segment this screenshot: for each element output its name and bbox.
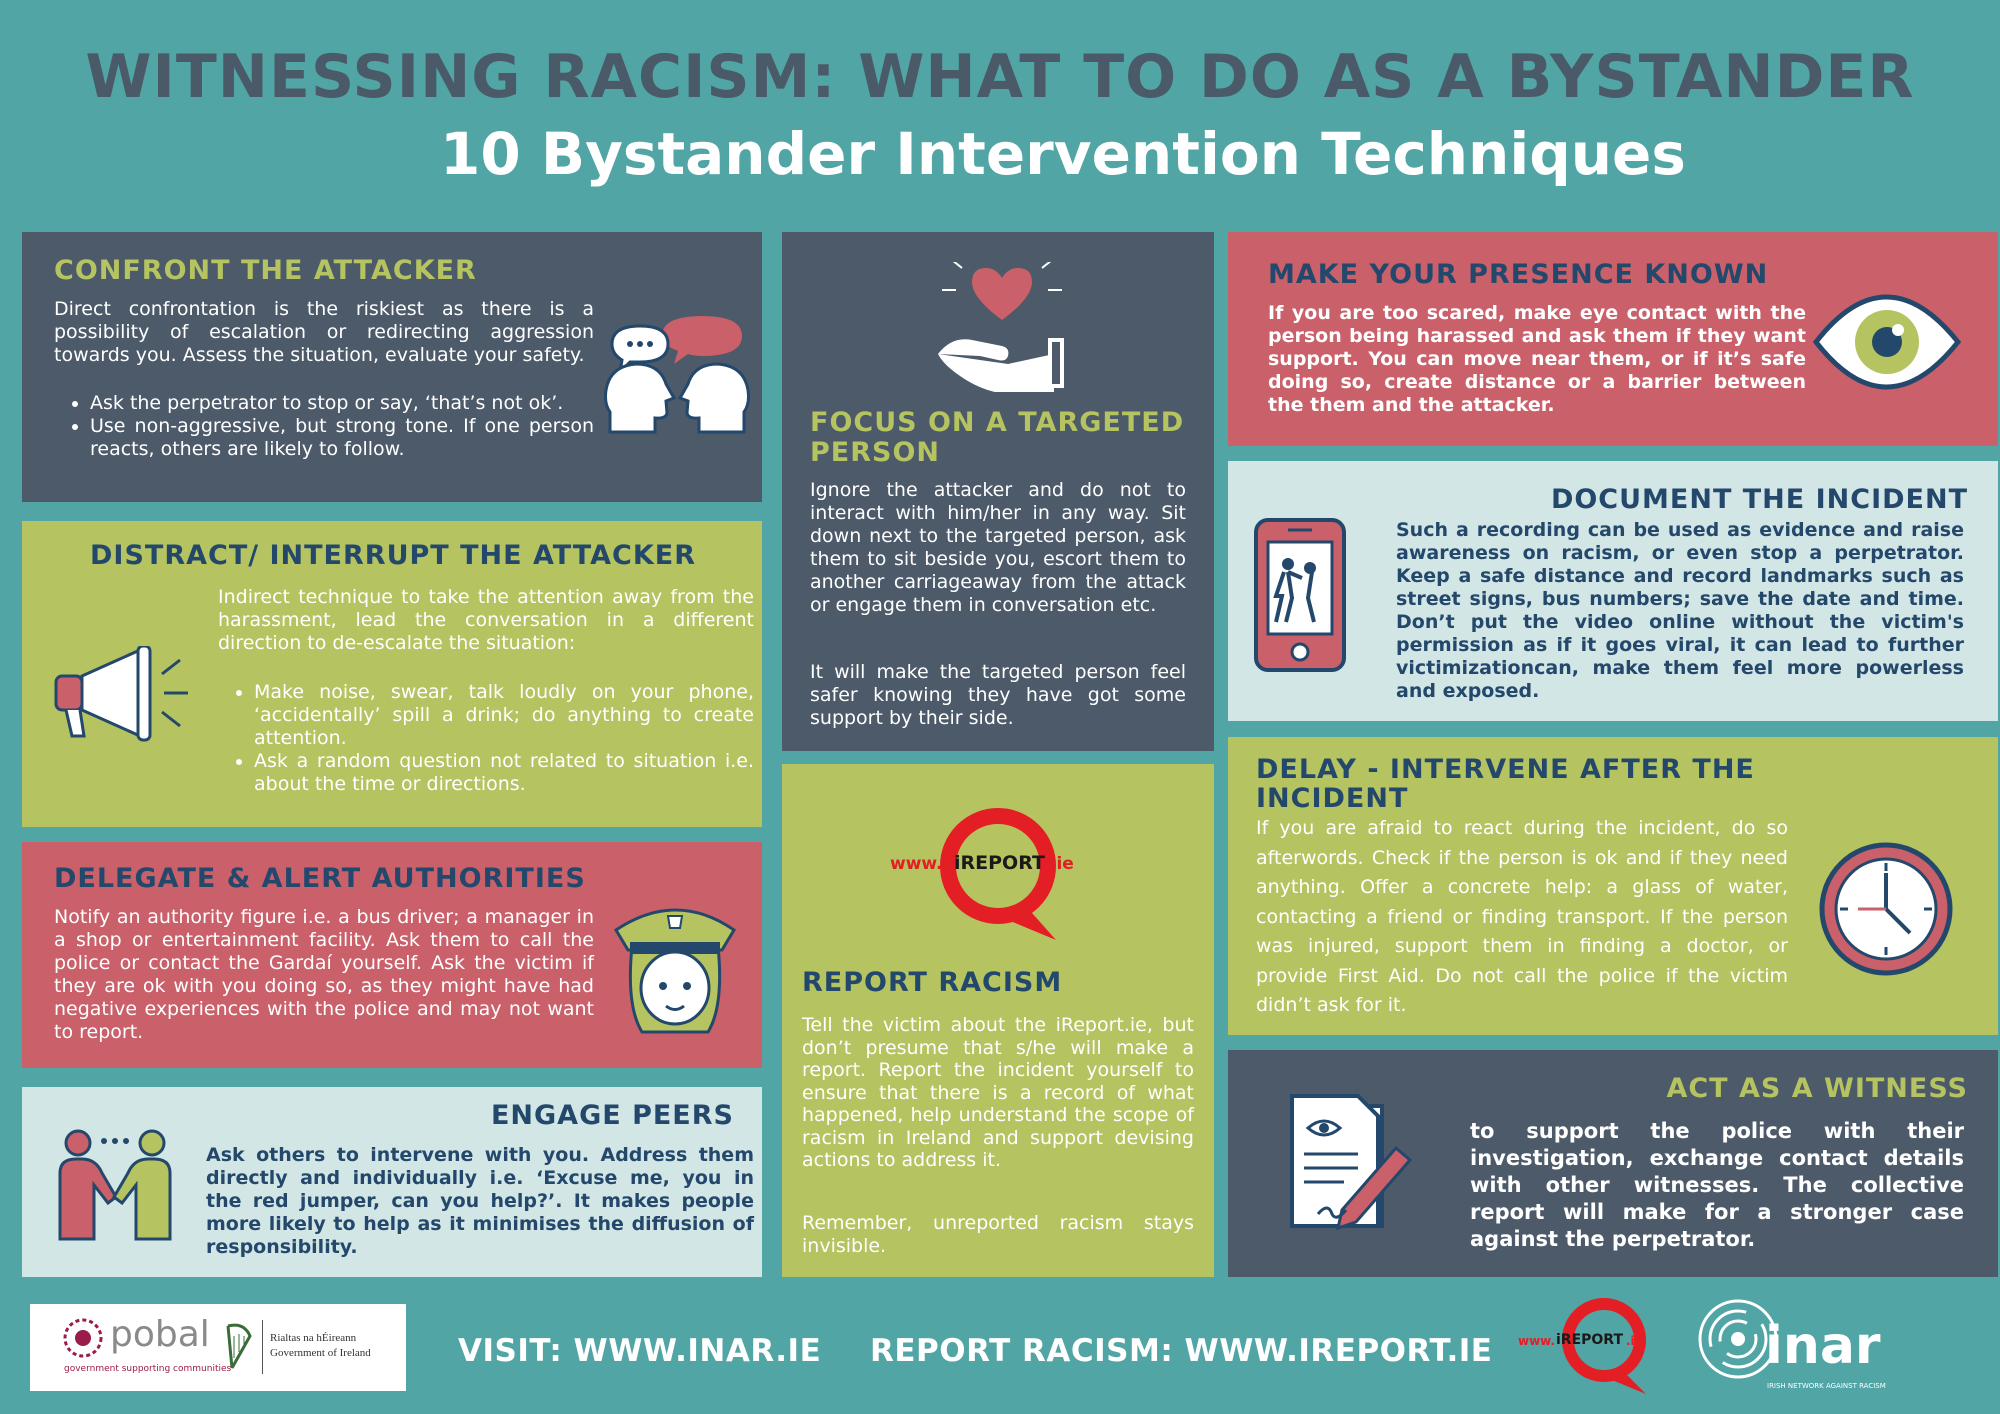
report-body-2: Remember, unreported racism stays invisible. [802, 1212, 1194, 1257]
confront-bullet: • Ask the perpetrator to stop or say, ‘that’s not ok’. [90, 392, 594, 415]
inar-logo [1695, 1296, 1895, 1396]
report-heading: REPORT RACISM [802, 967, 1063, 998]
page-subtitle: 10 Bystander Intervention Techniques [440, 120, 1686, 188]
heart-in-hand-icon [932, 262, 1072, 392]
confront-body: Direct confrontation is the riskiest as there is a possibility of escalation or redirecting aggression towards you. Assess the situation, evaluate your safety. [54, 298, 594, 366]
delay-heading: DELAY - INTERVENE AFTER THE INCIDENT [1256, 754, 1755, 814]
visit-inar-link[interactable]: VISIT: WWW.INAR.IE [458, 1333, 822, 1369]
peers-heading: ENGAGE PEERS [490, 1100, 734, 1131]
witness-body: to support the police with their investigation, exchange contact details with other witnesses. The collective report will make for a stronger case against the perpetrator. [1470, 1119, 1964, 1251]
delay-body: If you are afraid to react during the incident, do so afterwords. Check if the person is ok and if they need anything. Offer a concrete help: a glass of water, contacting a friend or finding transport. If the person was injured, support them in finding a doctor, or provide First Aid. Do not call the police if the victim didn’t ask for it. [1256, 817, 1788, 1016]
card-distract [22, 521, 762, 827]
pobal-logo-icon [60, 1318, 106, 1358]
ireport-logo [890, 804, 1110, 944]
inar-name: inar [1765, 1316, 1881, 1376]
two-heads-talking-icon [602, 314, 752, 434]
megaphone-icon [52, 646, 202, 746]
peers-body: Ask others to intervene with you. Address them directly and individually i.e. ‘Excuse me, you in the red jumper, can you help?’. It makes people more likely to help as it minimises the diffusion of responsibility. [206, 1144, 754, 1258]
pobal-tagline: government supporting communities [64, 1364, 232, 1374]
card-report [782, 764, 1214, 1277]
eye-icon [1812, 292, 1962, 392]
card-presence [1228, 232, 1998, 446]
partner-logos-panel [30, 1304, 406, 1391]
report-racism-link[interactable]: REPORT RACISM: WWW.IREPORT.IE [870, 1333, 1493, 1369]
card-focus [782, 232, 1214, 751]
confront-bullet: • Use non-aggressive, but strong tone. If one person reacts, others are likely to follow. [90, 415, 594, 461]
ireport-speech-ring-icon [932, 804, 1072, 944]
gov-english-name: Government of Ireland [270, 1347, 371, 1359]
gov-irish-name: Rialtas na hÉireann [270, 1332, 357, 1344]
police-officer-icon [612, 902, 738, 1042]
footer-ireport-logo [1518, 1296, 1678, 1396]
focus-body-1: Ignore the attacker and do not to interact with him/her in any way. Sit down next to the targeted person, ask them to sit beside you, escort them to another carriageaway from the attack or engage them in conversation etc. [810, 479, 1186, 616]
distract-bullet: • Ask a random question not related to situation i.e. about the time or directions. [254, 750, 754, 796]
confront-bullets [54, 392, 594, 461]
ireport-footer-prefix: www. [1518, 1334, 1556, 1348]
distract-bullets [218, 681, 754, 796]
page-title: WITNESSING RACISM: WHAT TO DO AS A BYSTANDER [85, 42, 1915, 112]
presence-body: If you are too scared, make eye contact with the person being harassed and ask them if they want support. You can move near them, or if it’s safe doing so, create distance or a barrier between the them and the attacker. [1268, 302, 1806, 416]
clock-icon [1814, 837, 1958, 981]
inar-tagline: IRISH NETWORK AGAINST RACISM [1767, 1382, 1886, 1390]
distract-body: Indirect technique to take the attention away from the harassment, lead the conversation in a different direction to de-escalate the situation: [218, 586, 754, 654]
card-engage-peers [22, 1087, 762, 1277]
card-confront [22, 232, 762, 502]
document-signing-icon [1288, 1092, 1418, 1242]
gov-divider [262, 1320, 263, 1374]
people-shaking-hands-icon [52, 1127, 182, 1247]
ireport-logo-prefix: www. [890, 854, 943, 874]
ireport-logo-suffix: .ie [1050, 854, 1074, 874]
ireport-footer-main: iREPORT [1556, 1332, 1624, 1348]
delegate-heading: DELEGATE & ALERT AUTHORITIES [54, 863, 586, 894]
document-body: Such a recording can be used as evidence and raise awareness on racism, or even stop a perpetrator. Keep a safe distance and record landmarks such as street signs, bus numbers; save the date and time. Don’t put the video online without the victim's permission as if it goes viral, it can lead to further victimizationcan, make them feel more powerless and exposed. [1396, 519, 1964, 702]
focus-heading: FOCUS ON A TARGETED PERSON [810, 407, 1185, 468]
document-heading: DOCUMENT THE INCIDENT [1550, 484, 1968, 515]
witness-heading: ACT AS A WITNESS [1666, 1073, 1968, 1104]
distract-bullet: • Make noise, swear, talk loudly on your phone, ‘accidentally’ spill a drink; do anything to create attention. [254, 681, 754, 750]
ireport-logo-main: iREPORT [954, 852, 1045, 874]
delegate-body: Notify an authority figure i.e. a bus driver; a manager in a shop or entertainment facility. Ask them to call the police or contact the Gardaí yourself. Ask the victim if they are ok with you doing so, as they might have had negative experiences with the police and may not want to report. [54, 906, 594, 1043]
report-body-1: Tell the victim about the iReport.ie, but don’t presume that s/he will make a report. Report the incident yourself to ensure that there is a record of what happened, help understand the scope of racism in Ireland and support devising actions to address it. [802, 1014, 1194, 1171]
ireport-footer-suffix: .ie [1626, 1334, 1643, 1348]
presence-heading: MAKE YOUR PRESENCE KNOWN [1268, 259, 1769, 290]
card-witness [1228, 1050, 1998, 1277]
phone-recording-icon [1252, 516, 1348, 676]
card-delay [1228, 737, 1998, 1035]
harp-icon [222, 1322, 256, 1372]
confront-heading: CONFRONT THE ATTACKER [54, 255, 477, 286]
card-document [1228, 461, 1998, 721]
pobal-name: pobal [110, 1314, 210, 1355]
focus-body-2: It will make the targeted person feel safer knowing they have got some support by their side. [810, 661, 1186, 729]
card-delegate [22, 842, 762, 1068]
distract-heading: DISTRACT/ INTERRUPT THE ATTACKER [90, 540, 697, 571]
